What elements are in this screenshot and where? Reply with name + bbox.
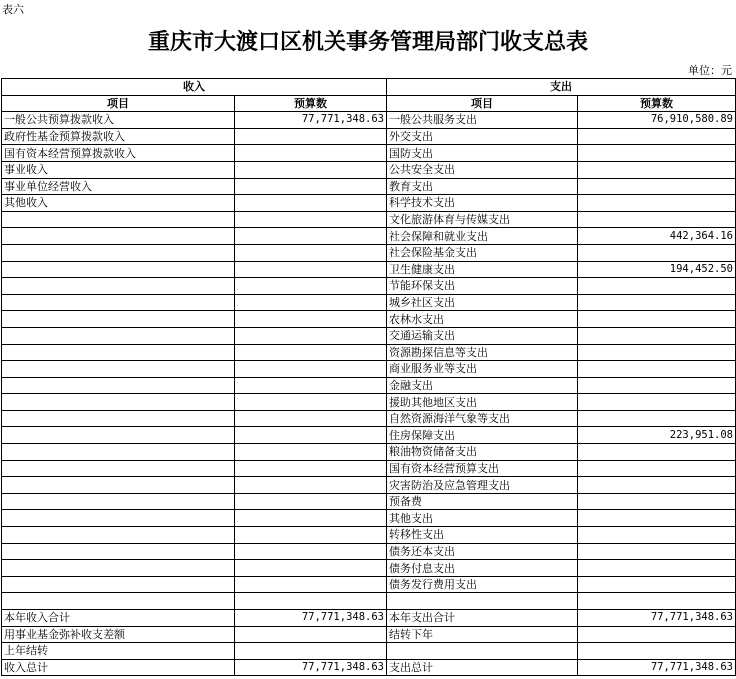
income-value-cell: 77,771,348.63 [235,112,387,129]
table-row [2,444,736,461]
expense-item-cell: 卫生健康支出 [387,261,578,278]
income-value-cell [235,593,387,610]
income-value-cell [235,560,387,577]
expense-item-cell: 债务发行费用支出 [387,576,578,593]
expense-value-cell [578,560,736,577]
income-item-cell [2,261,235,278]
expense-item-cell: 外交支出 [387,128,578,145]
expense-value-cell: 194,452.50 [578,261,736,278]
expense-value-cell [578,576,736,593]
expense-item-cell: 预备费 [387,493,578,510]
income-item-cell [2,294,235,311]
income-value-cell [235,543,387,560]
table-row [2,427,736,444]
table-row [2,560,736,577]
expense-header: 支出 [387,79,736,96]
expense-item-cell: 转移性支出 [387,527,578,544]
table-row [2,311,736,328]
income-item-cell: 事业收入 [2,161,235,178]
expense-value-cell [578,493,736,510]
income-value-cell [235,576,387,593]
expense-item-cell: 结转下年 [387,626,578,643]
income-value-cell [235,244,387,261]
expense-item-cell: 灾害防治及应急管理支出 [387,477,578,494]
income-item-cell: 国有资本经营预算拨款收入 [2,145,235,162]
expense-item-cell: 农林水支出 [387,311,578,328]
income-value-cell: 77,771,348.63 [235,610,387,627]
expense-value-cell [578,410,736,427]
income-header: 收入 [2,79,387,96]
expense-value-cell [578,161,736,178]
expense-item-cell: 国有资本经营预算支出 [387,460,578,477]
income-value-cell [235,394,387,411]
income-value-cell [235,493,387,510]
expense-value-cell [578,477,736,494]
expense-item-cell: 一般公共服务支出 [387,112,578,129]
table-row [2,294,736,311]
income-value-cell [235,643,387,660]
income-item-cell [2,361,235,378]
expense-item-cell: 科学技术支出 [387,195,578,212]
table-row [2,178,736,195]
income-value-cell: 77,771,348.63 [235,659,387,676]
table-row [2,211,736,228]
income-item-cell [2,211,235,228]
expense-value-cell [578,377,736,394]
expense-value-cell [578,444,736,461]
expense-item-cell: 商业服务业等支出 [387,361,578,378]
table-row [2,161,736,178]
income-item-cell [2,493,235,510]
income-value-cell [235,294,387,311]
expense-value-cell: 223,951.08 [578,427,736,444]
expense-item-cell [387,593,578,610]
expense-budget-header: 预算数 [578,95,736,112]
expense-item-cell: 教育支出 [387,178,578,195]
table-row [2,128,736,145]
expense-value-cell [578,294,736,311]
income-value-cell [235,444,387,461]
table-row [2,460,736,477]
income-value-cell [235,460,387,477]
income-budget-header: 预算数 [235,95,387,112]
expense-item-cell: 社会保障和就业支出 [387,228,578,245]
expense-value-cell [578,543,736,560]
income-item-cell [2,228,235,245]
expense-value-cell: 76,910,580.89 [578,112,736,129]
expense-item-cell: 自然资源海洋气象等支出 [387,410,578,427]
table-row [2,145,736,162]
expense-value-cell [578,178,736,195]
income-item-cell [2,427,235,444]
expense-value-cell [578,244,736,261]
table-row [2,543,736,560]
expense-item-cell: 其他支出 [387,510,578,527]
income-value-cell [235,128,387,145]
table-row [2,344,736,361]
expense-item-cell: 住房保障支出 [387,427,578,444]
income-item-cell [2,560,235,577]
expense-item-cell: 本年支出合计 [387,610,578,627]
expense-item-cell: 支出总计 [387,659,578,676]
income-value-cell [235,261,387,278]
expense-value-cell [578,626,736,643]
income-item-cell [2,344,235,361]
table-row [2,477,736,494]
expense-item-cell: 债务还本支出 [387,543,578,560]
income-item-header: 项目 [2,95,235,112]
expense-value-cell [578,145,736,162]
table-row [2,278,736,295]
expense-value-cell [578,311,736,328]
table-row [2,610,736,627]
expense-value-cell [578,394,736,411]
income-value-cell [235,311,387,328]
table-row [2,527,736,544]
income-value-cell [235,278,387,295]
expense-value-cell [578,527,736,544]
income-item-cell [2,377,235,394]
income-item-cell [2,543,235,560]
expense-value-cell [578,327,736,344]
income-item-cell [2,444,235,461]
income-item-cell [2,410,235,427]
expense-item-cell: 粮油物资储备支出 [387,444,578,461]
expense-value-cell [578,460,736,477]
expense-item-cell: 资源勘探信息等支出 [387,344,578,361]
expense-value-cell [578,510,736,527]
table-row [2,228,736,245]
income-value-cell [235,626,387,643]
expense-item-cell: 债务付息支出 [387,560,578,577]
income-item-cell [2,460,235,477]
income-item-cell [2,477,235,494]
income-value-cell [235,427,387,444]
income-value-cell [235,361,387,378]
expense-value-cell: 77,771,348.63 [578,610,736,627]
expense-item-cell: 社会保险基金支出 [387,244,578,261]
income-item-cell [2,327,235,344]
table-row [2,377,736,394]
income-value-cell [235,145,387,162]
table-number-label: 表六 [2,3,24,16]
table-row [2,659,736,676]
income-item-cell: 事业单位经营收入 [2,178,235,195]
expense-value-cell [578,211,736,228]
table-row [2,244,736,261]
income-value-cell [235,195,387,212]
table-row [2,493,736,510]
table-row [2,510,736,527]
expense-item-cell: 公共安全支出 [387,161,578,178]
expense-value-cell [578,593,736,610]
income-item-cell: 用事业基金弥补收支差额 [2,626,235,643]
expense-item-cell [387,643,578,660]
table-row [2,593,736,610]
expense-value-cell [578,128,736,145]
expense-item-cell: 节能环保支出 [387,278,578,295]
income-value-cell [235,211,387,228]
table-row [2,643,736,660]
expense-value-cell [578,278,736,295]
expense-item-cell: 援助其他地区支出 [387,394,578,411]
income-value-cell [235,178,387,195]
income-value-cell [235,410,387,427]
expense-item-cell: 金融支出 [387,377,578,394]
table-row [2,261,736,278]
unit-label: 单位：元 [688,64,732,77]
income-item-cell: 一般公共预算拨款收入 [2,112,235,129]
income-item-cell: 本年收入合计 [2,610,235,627]
income-item-cell [2,244,235,261]
income-item-cell [2,311,235,328]
income-item-cell: 政府性基金预算拨款收入 [2,128,235,145]
income-item-cell [2,593,235,610]
table-row [2,195,736,212]
income-item-cell [2,576,235,593]
expense-item-cell: 城乡社区支出 [387,294,578,311]
page-title: 重庆市大渡口区机关事务管理局部门收支总表 [147,29,588,55]
income-value-cell [235,327,387,344]
expense-value-cell [578,643,736,660]
income-item-cell: 收入总计 [2,659,235,676]
income-value-cell [235,377,387,394]
expense-item-header: 项目 [387,95,578,112]
income-item-cell [2,527,235,544]
expense-item-cell: 国防支出 [387,145,578,162]
income-item-cell: 上年结转 [2,643,235,660]
table-row [2,626,736,643]
table-row [2,361,736,378]
expense-item-cell: 交通运输支出 [387,327,578,344]
expense-value-cell [578,361,736,378]
income-value-cell [235,510,387,527]
table-row [2,410,736,427]
expense-value-cell [578,195,736,212]
income-value-cell [235,228,387,245]
table-row [2,112,736,129]
expense-value-cell: 77,771,348.63 [578,659,736,676]
income-value-cell [235,527,387,544]
income-item-cell [2,394,235,411]
income-value-cell [235,344,387,361]
expense-item-cell: 文化旅游体育与传媒支出 [387,211,578,228]
table-row [2,576,736,593]
expense-value-cell: 442,364.16 [578,228,736,245]
table-row [2,327,736,344]
income-item-cell [2,510,235,527]
income-value-cell [235,161,387,178]
income-item-cell [2,278,235,295]
table-row [2,394,736,411]
income-item-cell: 其他收入 [2,195,235,212]
expense-value-cell [578,344,736,361]
income-value-cell [235,477,387,494]
budget-table [1,78,736,676]
